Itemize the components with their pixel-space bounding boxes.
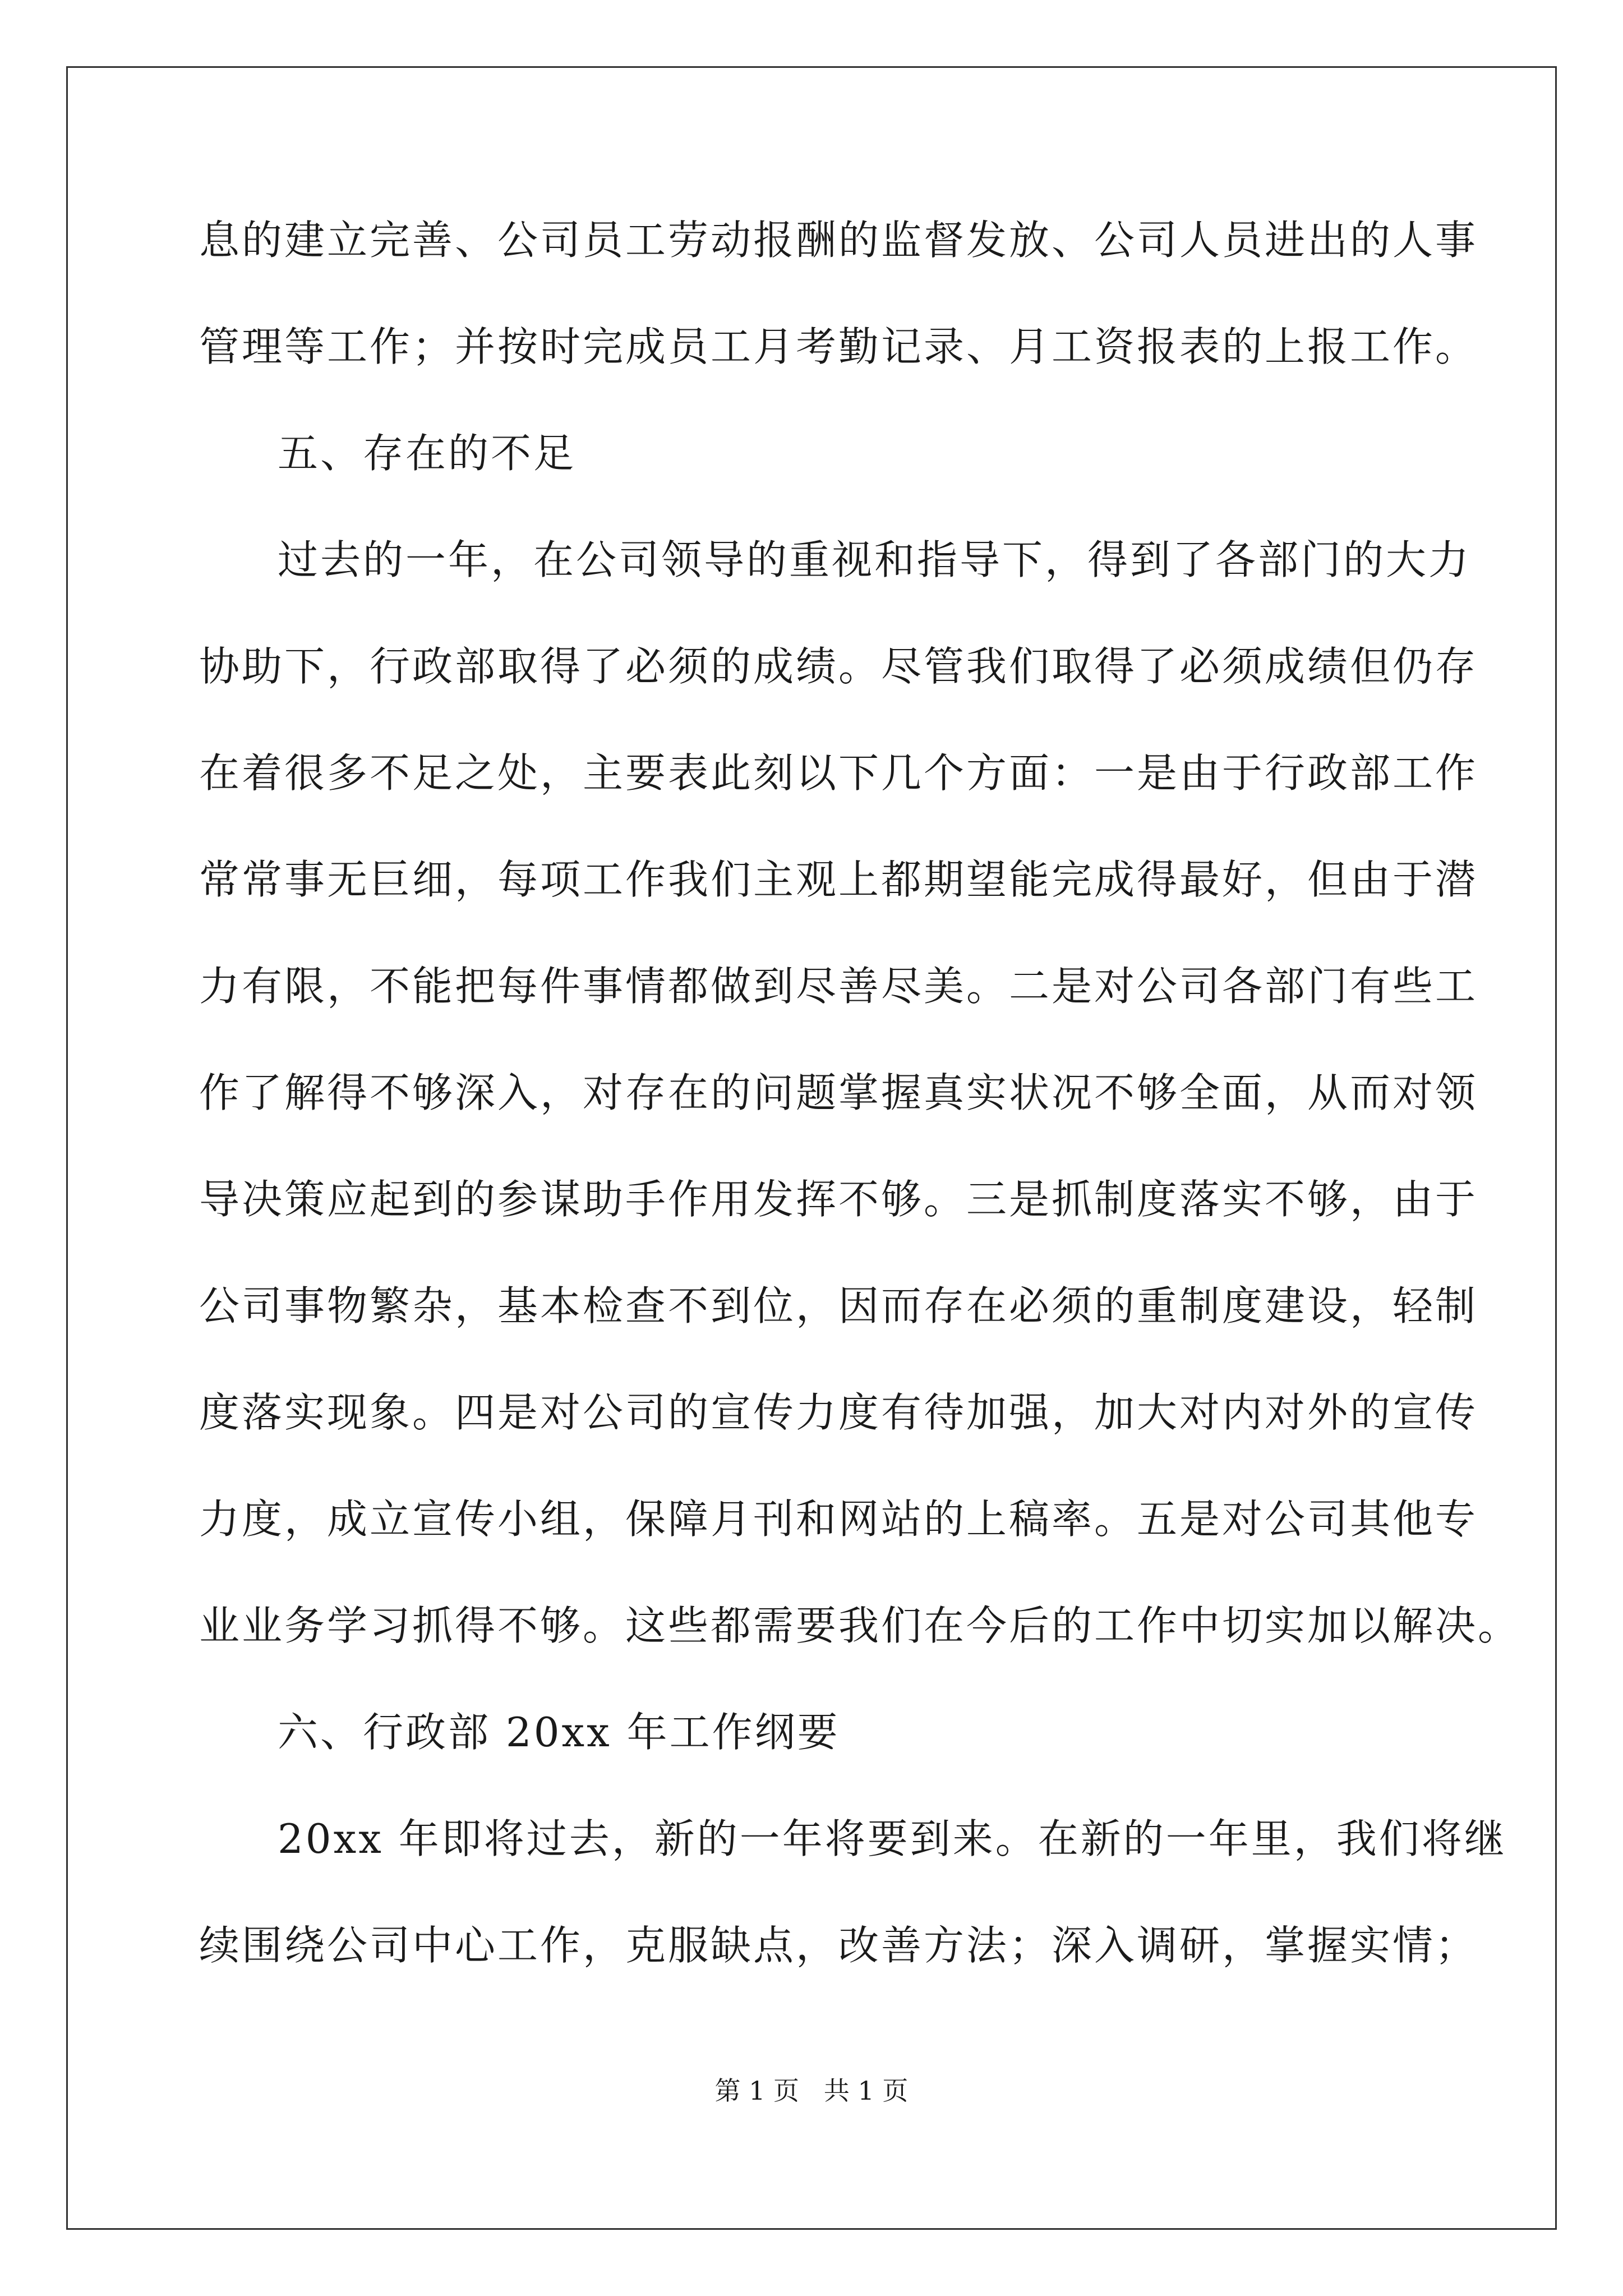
page-footer: 第 1 页 共 1 页 bbox=[714, 2076, 909, 2106]
text-line: 过去的一年，在公司领导的重视和指导下，得到了各部门的大力 bbox=[278, 536, 1472, 583]
text-line: 在着很多不足之处，主要表此刻以下几个方面：一是由于行政部工作 bbox=[199, 749, 1478, 797]
text-line: 力有限，不能把每件事情都做到尽善尽美。二是对公司各部门有些工 bbox=[199, 963, 1478, 1010]
text-line: 导决策应起到的参谋助手作用发挥不够。三是抓制度落实不够，由于 bbox=[199, 1176, 1478, 1223]
text-line: 力度，成立宣传小组，保障月刊和网站的上稿率。五是对公司其他专 bbox=[199, 1496, 1478, 1543]
text-line: 公司事物繁杂，基本检查不到位，因而存在必须的重制度建设，轻制 bbox=[199, 1282, 1478, 1329]
text-line: 度落实现象。四是对公司的宣传力度有待加强，加大对内对外的宣传 bbox=[199, 1389, 1478, 1436]
section-heading: 六、行政部 20xx 年工作纲要 bbox=[278, 1709, 840, 1756]
text-line: 常常事无巨细，每项工作我们主观上都期望能完成得最好，但由于潜 bbox=[199, 856, 1478, 903]
text-line: 续围绕公司中心工作，克服缺点，改善方法；深入调研，掌握实情； bbox=[199, 1922, 1478, 1969]
text-line: 协助下，行政部取得了必须的成绩。尽管我们取得了必须成绩但仍存 bbox=[199, 643, 1478, 690]
section-heading: 五、存在的不足 bbox=[278, 430, 577, 477]
text-line: 作了解得不够深入，对存在的问题掌握真实状况不够全面，从而对领 bbox=[199, 1069, 1478, 1116]
text-line: 息的建立完善、公司员工劳动报酬的监督发放、公司人员进出的人事 bbox=[199, 217, 1478, 264]
text-line: 20xx 年即将过去，新的一年将要到来。在新的一年里，我们将继 bbox=[278, 1815, 1507, 1862]
text-line: 业业务学习抓得不够。这些都需要我们在今后的工作中切实加以解决。 bbox=[199, 1602, 1521, 1649]
text-line: 管理等工作；并按时完成员工月考勤记录、月工资报表的上报工作。 bbox=[199, 323, 1478, 370]
document-body bbox=[199, 217, 1521, 2032]
